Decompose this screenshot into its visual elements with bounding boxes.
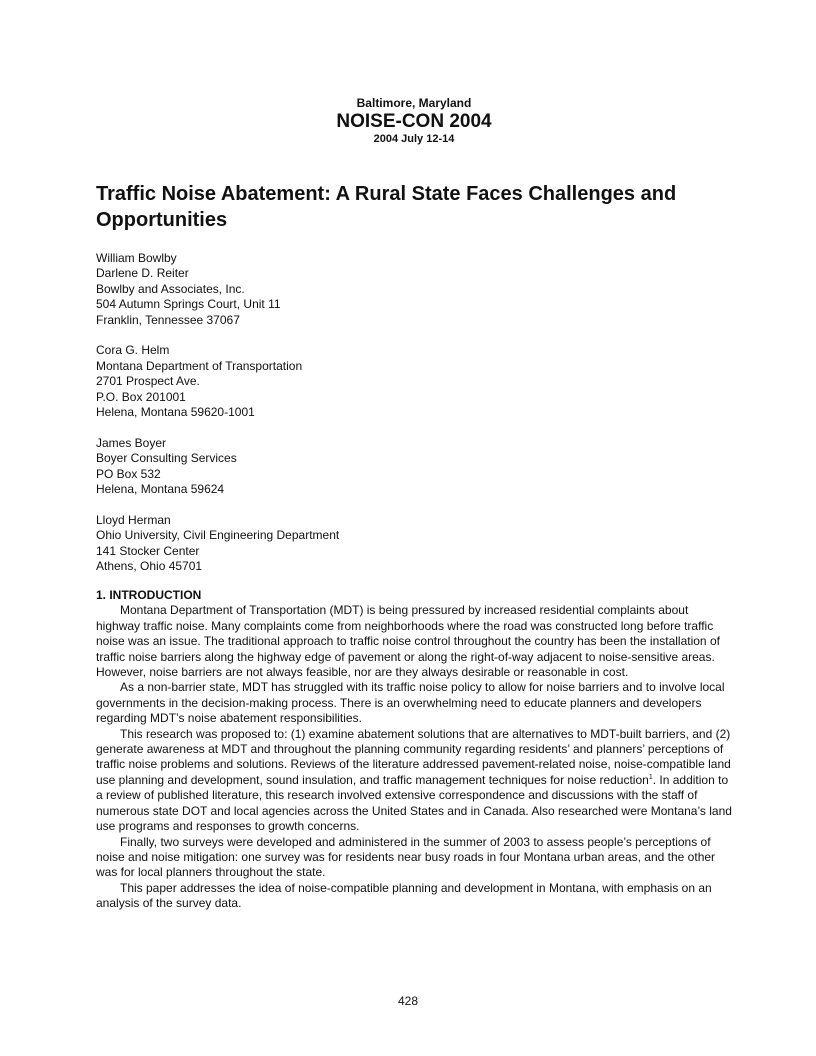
body-paragraph: Finally, two surveys were developed and administered in the summer of 2003 to assess people’s perceptions of noise and noise mitigation: one survey was for residents near busy roads in four Montana urban areas, and the other was for local planners throughout the state. — [96, 834, 716, 880]
conference-location: Baltimore, Maryland — [356, 96, 472, 110]
author-block — [96, 251, 339, 328]
author-name: Darlene D. Reiter — [96, 266, 189, 281]
body-paragraph: This paper addresses the idea of noise-compatible planning and development in Montana, with emphasis on an analysis of the survey data. — [96, 880, 712, 911]
author-name: Cora G. Helm — [96, 343, 170, 358]
conference-header — [96, 96, 732, 146]
author-address: Athens, Ohio 45701 — [96, 559, 203, 574]
author-block — [96, 513, 339, 575]
author-list — [96, 251, 339, 590]
author-address: Helena, Montana 59624 — [96, 482, 225, 497]
author-name: Lloyd Herman — [96, 512, 171, 527]
author-name: James Boyer — [96, 435, 167, 450]
author-affiliation: Bowlby and Associates, Inc. — [96, 281, 245, 296]
footnote-reference: 1 — [648, 773, 653, 781]
body-paragraph — [96, 727, 732, 835]
author-address: 504 Autumn Springs Court, Unit 11 — [96, 297, 281, 312]
author-block — [96, 343, 339, 420]
section-heading: 1. INTRODUCTION — [96, 588, 202, 602]
body-paragraph: As a non-barrier state, MDT has struggled with its traffic noise policy to allow for noise barriers and to involve local governments in the decision-making process. There is an overwhelming need to educate planners and developers regarding MDT’s noise abatement responsibilities. — [96, 680, 725, 726]
paragraph-text: This research was proposed to: (1) examine abatement solutions that are alternatives to MDT-built barriers, and (2) generate awareness at MDT and throughout the planning community regarding residents’ and planners’ perceptions of traffic noise problems and solutions. Reviews of the literature addressed pavement-related noise, noise-compatible land use planning and development, sound insulation, and traffic management techniques for noise reduction — [96, 726, 731, 787]
introduction-section — [96, 588, 732, 912]
author-affiliation: Ohio University, Civil Engineering Department — [96, 528, 340, 543]
author-name: William Bowlby — [96, 251, 177, 265]
conference-dates: 2004 July 12-14 — [373, 133, 455, 145]
author-affiliation: Montana Department of Transportation — [96, 358, 303, 373]
author-block — [96, 436, 339, 498]
conference-name: NOISE-CON 2004 — [336, 111, 492, 132]
paper-title: Traffic Noise Abatement: A Rural State Faces Challenges and Opportunities — [96, 183, 677, 231]
body-paragraph: Montana Department of Transportation (MDT) is being pressured by increased residential complaints about highway traffic noise. Many complaints come from neighborhoods where the road was constructed long before traffic noise was an issue. The traditional approach to traffic noise control throughout the country has been the installation of traffic noise barriers along the highway edge of pavement or along the right-of-way adjacent to noise-sensitive areas. However, noise barriers are not always feasible, nor are they always desirable or reasonable in cost. — [96, 603, 720, 680]
author-affiliation: Boyer Consulting Services — [96, 451, 237, 466]
author-address: P.O. Box 201001 — [96, 389, 186, 404]
author-address: 141 Stocker Center — [96, 543, 200, 558]
author-address: PO Box 532 — [96, 466, 161, 481]
author-address: Franklin, Tennessee 37067 — [96, 312, 240, 327]
author-address: 2701 Prospect Ave. — [96, 374, 200, 389]
page-number: 428 — [397, 994, 419, 1008]
paragraph-text: . In addition to a review of published literature, this research involved extensive correspondence and discussions with the staff of numerous state DOT and local agencies across the United States and in Canada. Also researched were Montana’s land use programs and responses to growth concerns. — [96, 772, 732, 834]
author-address: Helena, Montana 59620-1001 — [96, 405, 255, 420]
